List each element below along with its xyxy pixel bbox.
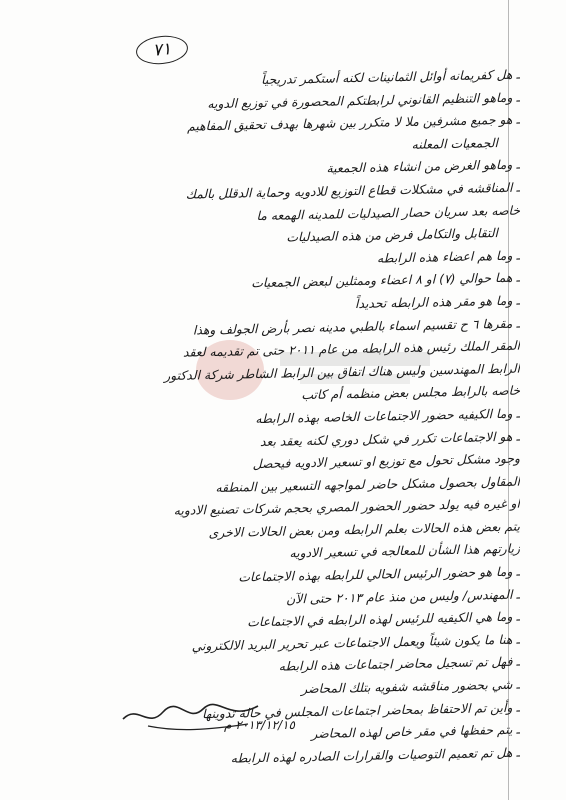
handwritten-line: ـ وماهو الغرض من انشاء هذه الجمعية: [326, 156, 520, 177]
handwritten-line: الجمعيات المعلنه: [411, 134, 498, 152]
handwritten-line: ـ يتم حفظها في مقر خاص لهذه المحاضر: [311, 721, 520, 742]
handwritten-body: [100, 68, 520, 768]
handwritten-line: الرابط المهندسين وليس هناك اتفاق بين الرابط الشاطر شركة الدكتور: [164, 360, 520, 383]
handwritten-line: ـ هو الاجتماعات تكرر في شكل دوري لكنه يعقد بعد: [260, 428, 520, 449]
handwritten-line: خاصه بعد سريان حصار الصيدليات للمدينه الهمعه ما: [256, 202, 520, 223]
handwritten-line: ـ فهل تم تسجيل محاضر اجتماعات هذه الرابطه: [278, 654, 520, 675]
handwritten-line: ـ مقرها ٦ ح تقسيم اسماء بالطبي مدينه نصر بأرض الجولف وهذا: [192, 315, 520, 337]
handwritten-line: ـ وما هي الكيفيه للرئيس لهذه الرابطه في الاجتماعات: [247, 608, 520, 630]
handwritten-line: وجود مشكل تحول مع توزيع او تسعير الادويه فيحصل: [252, 450, 520, 472]
handwritten-line: ـ وما هم اعضاء هذه الرابطه: [377, 247, 520, 266]
handwritten-line: ـ هل كفريمانه أوائل الثمانينات لكنه أستكمر تدريجياً: [261, 66, 520, 88]
signature-date: ٢٠١٣/١٢/١٥ م: [224, 718, 295, 732]
handwritten-line: ـ وما هو مقر هذه الرابطه تحديداً: [355, 292, 520, 311]
handwritten-line: ـ وماهو التنظيم القانوني لرابطتكم المحصورة في توزيع الدويه: [207, 89, 520, 111]
handwritten-line: ـ وما الكيفيه حضور الاجتماعات الخاصه بهذه الرابطه: [255, 405, 520, 427]
handwritten-line: ـ هنا ما يكون شيئاً ويعمل الاجتماعات عبر تحرير البريد الالكتروني: [191, 631, 520, 654]
handwritten-line: ـ المناقشه في مشكلات قطاع التوزيع للادويه وحماية الدقلل بالمك: [185, 179, 520, 202]
handwritten-line: ـ هما حوالي (٧) او ٨ اعضاء وممثلين لبعض الجمعيات: [251, 269, 520, 291]
handwritten-line: ـ هو جميع مشرفين ملا لا متكرر بين شهرها بهدف تحقيق المفاهيم: [187, 111, 520, 134]
handwritten-line: او غيره فيه يولد حضور الحضور المصري بحجم شركات تصنيع الادويه: [173, 495, 520, 519]
handwritten-line: ـ وما هو حضور الرئيس الحالي للرابطه بهذه الاجتماعات: [238, 563, 520, 585]
handwritten-line: التقابل والتكامل فرض من هذه الصيدليات: [286, 225, 498, 245]
handwritten-line: خاصه بالرابط مجلس بعض منظمه أم كاتب: [301, 382, 520, 403]
page-number: ٧١: [135, 33, 190, 66]
handwritten-line: ـ وأين تم الاحتفاظ بمحاضر اجتماعات المجلس في حالة تدوينها: [202, 699, 520, 721]
handwritten-line: ـ المهندس/ وليس من منذ عام ٢٠١٣ حتى الآن: [286, 586, 520, 607]
handwritten-line: زيارتهم هذا الشأن للمعالجه في تسعير الادويه: [289, 541, 520, 561]
handwritten-line: المقر الملك رئيس هذه الرابطه من عام ٢٠١١ حتى تم تقديمه لعقد: [183, 337, 520, 360]
handwritten-line: يتم بعض هذه الحالات بعلم الرابطه ومن بعض الحالات الاخرى: [208, 518, 520, 540]
handwritten-line: المقاول بحصول مشكل حاضر لمواجهه التسعير بين المنطقه: [215, 473, 520, 495]
handwritten-line: ـ شي بحضور مناقشه شفويه بتلك المحاضر: [301, 676, 520, 697]
handwritten-line: ـ هل تم تعميم التوصيات والقرارات الصادره لهذه الرابطه: [230, 744, 520, 766]
